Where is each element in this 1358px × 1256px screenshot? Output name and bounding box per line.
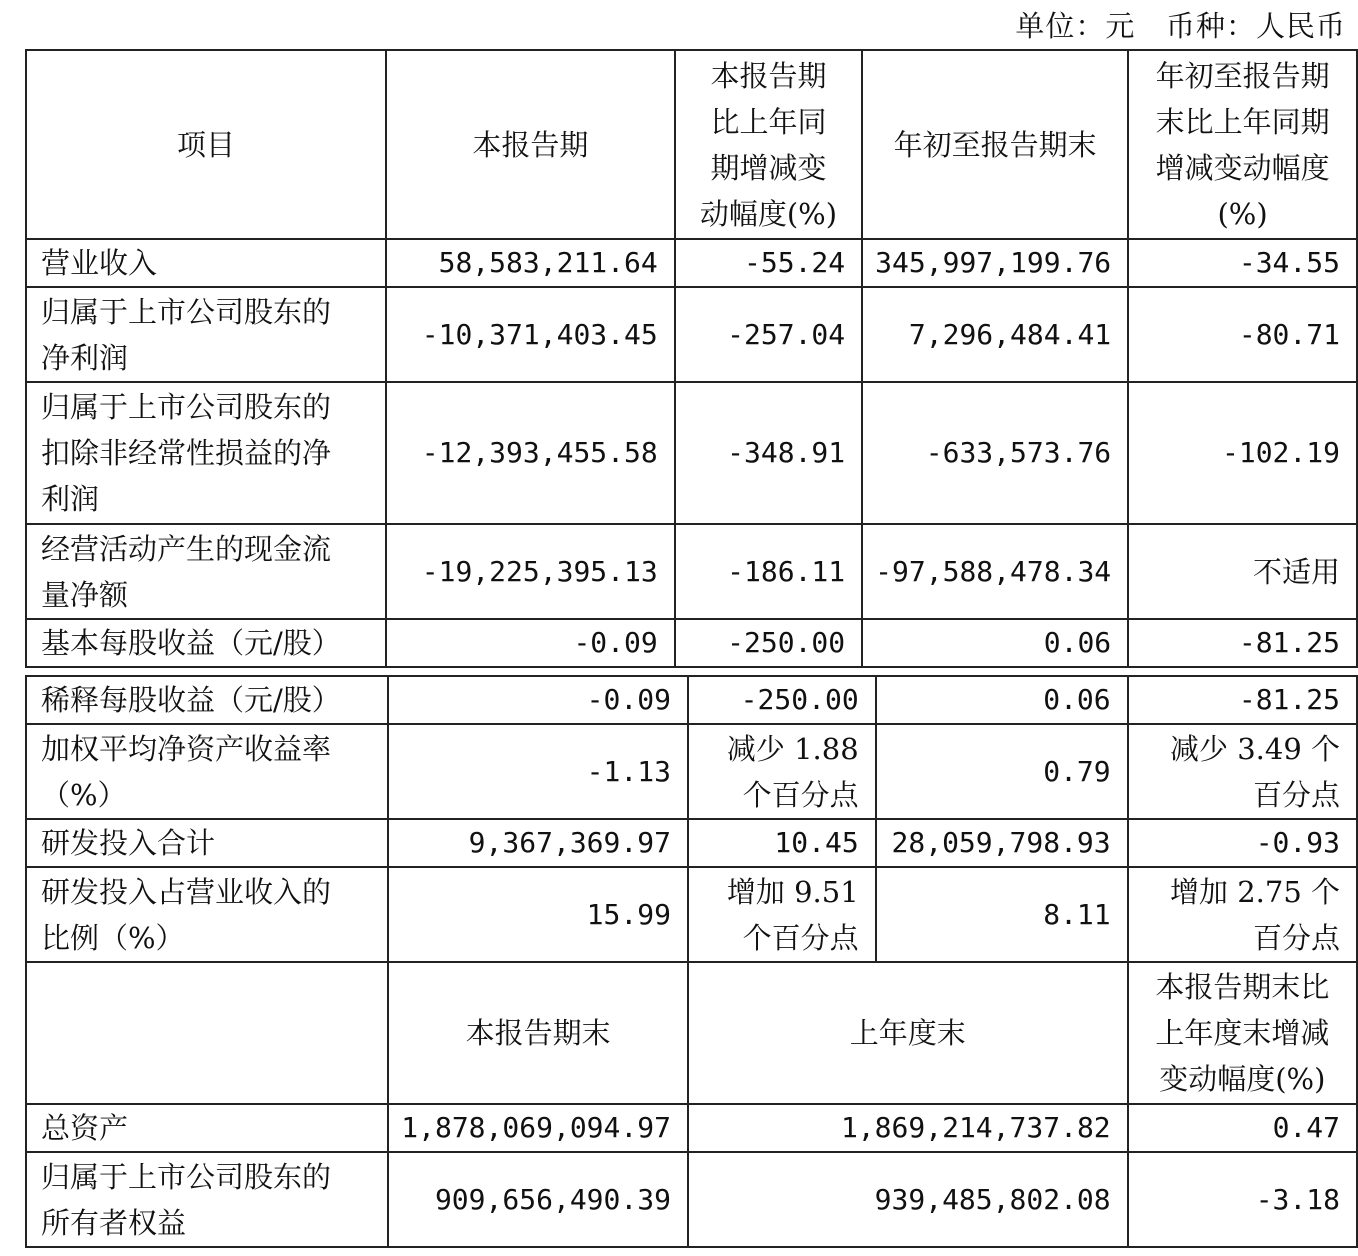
row-label: 加权平均净资产收益率 （%） (26, 724, 388, 819)
cell-value: -257.04 (675, 287, 862, 382)
table-row (26, 867, 1357, 962)
header-ytd-yoy-change: 年初至报告期 末比上年同期 增减变动幅度 (%) (1128, 50, 1357, 239)
sub-header-period-end: 本报告期末 (388, 962, 688, 1104)
cell-value: 10.45 (688, 819, 876, 867)
cell-value: 939,485,802.08 (688, 1152, 1128, 1247)
cell-value: -186.11 (675, 524, 862, 619)
header-item: 项目 (26, 50, 386, 239)
cell-value: 0.47 (1128, 1104, 1357, 1152)
cell-value: -10,371,403.45 (386, 287, 675, 382)
cell-value: -55.24 (675, 239, 862, 287)
table-row (26, 382, 1357, 524)
unit-currency-note: 单位：元 币种：人民币 (1015, 9, 1346, 43)
header-current-yoy-change: 本报告期 比上年同 期增减变 动幅度(%) (675, 50, 862, 239)
header-current-period: 本报告期 (386, 50, 675, 239)
table-row (26, 524, 1357, 619)
row-label: 基本每股收益（元/股） (26, 619, 386, 667)
cell-value: -0.09 (388, 676, 688, 724)
cell-value: -102.19 (1128, 382, 1357, 524)
cell-value: -250.00 (688, 676, 876, 724)
table-row (26, 239, 1357, 287)
cell-value: -633,573.76 (862, 382, 1128, 524)
cell-value: 增加 9.51 个百分点 (688, 867, 876, 962)
cell-value: -19,225,395.13 (386, 524, 675, 619)
cell-value: -1.13 (388, 724, 688, 819)
cell-value: -12,393,455.58 (386, 382, 675, 524)
sub-header-prior-year-end: 上年度末 (688, 962, 1128, 1104)
sub-header-change: 本报告期末比 上年度末增减 变动幅度(%) (1128, 962, 1357, 1104)
cell-value: 8.11 (876, 867, 1128, 962)
cell-value: 58,583,211.64 (386, 239, 675, 287)
cell-value: -80.71 (1128, 287, 1357, 382)
cell-value: 0.06 (876, 676, 1128, 724)
cell-value: -34.55 (1128, 239, 1357, 287)
cell-value: -3.18 (1128, 1152, 1357, 1247)
row-label: 稀释每股收益（元/股） (26, 676, 388, 724)
cell-value: 增加 2.75 个 百分点 (1128, 867, 1357, 962)
row-label: 归属于上市公司股东的 扣除非经常性损益的净 利润 (26, 382, 386, 524)
header-row (26, 50, 1357, 239)
table-row (26, 676, 1357, 724)
row-label: 归属于上市公司股东的 所有者权益 (26, 1152, 388, 1247)
cell-value: 0.06 (862, 619, 1128, 667)
table-row (26, 619, 1357, 667)
table-row (26, 287, 1357, 382)
table-row (26, 724, 1357, 819)
cell-value: 1,878,069,094.97 (388, 1104, 688, 1152)
cell-value: 不适用 (1128, 524, 1357, 619)
row-label: 总资产 (26, 1104, 388, 1152)
table-row (26, 819, 1357, 867)
cell-value: -81.25 (1128, 619, 1357, 667)
row-label: 经营活动产生的现金流 量净额 (26, 524, 386, 619)
cell-value: 345,997,199.76 (862, 239, 1128, 287)
cell-value: 1,869,214,737.82 (688, 1104, 1128, 1152)
header-ytd: 年初至报告期末 (862, 50, 1128, 239)
row-label: 营业收入 (26, 239, 386, 287)
financial-table-top (25, 49, 1358, 668)
row-label: 归属于上市公司股东的 净利润 (26, 287, 386, 382)
sub-header-row (26, 962, 1357, 1104)
row-label: 研发投入合计 (26, 819, 388, 867)
cell-value: -0.09 (386, 619, 675, 667)
cell-value: 15.99 (388, 867, 688, 962)
sub-header-empty (26, 962, 388, 1104)
financial-table-bottom (25, 675, 1358, 1248)
cell-value: 0.79 (876, 724, 1128, 819)
cell-value: -250.00 (675, 619, 862, 667)
cell-value: -348.91 (675, 382, 862, 524)
cell-value: 减少 3.49 个 百分点 (1128, 724, 1357, 819)
cell-value: 7,296,484.41 (862, 287, 1128, 382)
row-label: 研发投入占营业收入的 比例（%） (26, 867, 388, 962)
cell-value: 9,367,369.97 (388, 819, 688, 867)
cell-value: -0.93 (1128, 819, 1357, 867)
table-row (26, 1104, 1357, 1152)
cell-value: 28,059,798.93 (876, 819, 1128, 867)
cell-value: 909,656,490.39 (388, 1152, 688, 1247)
table-row (26, 1152, 1357, 1247)
cell-value: -97,588,478.34 (862, 524, 1128, 619)
cell-value: -81.25 (1128, 676, 1357, 724)
cell-value: 减少 1.88 个百分点 (688, 724, 876, 819)
